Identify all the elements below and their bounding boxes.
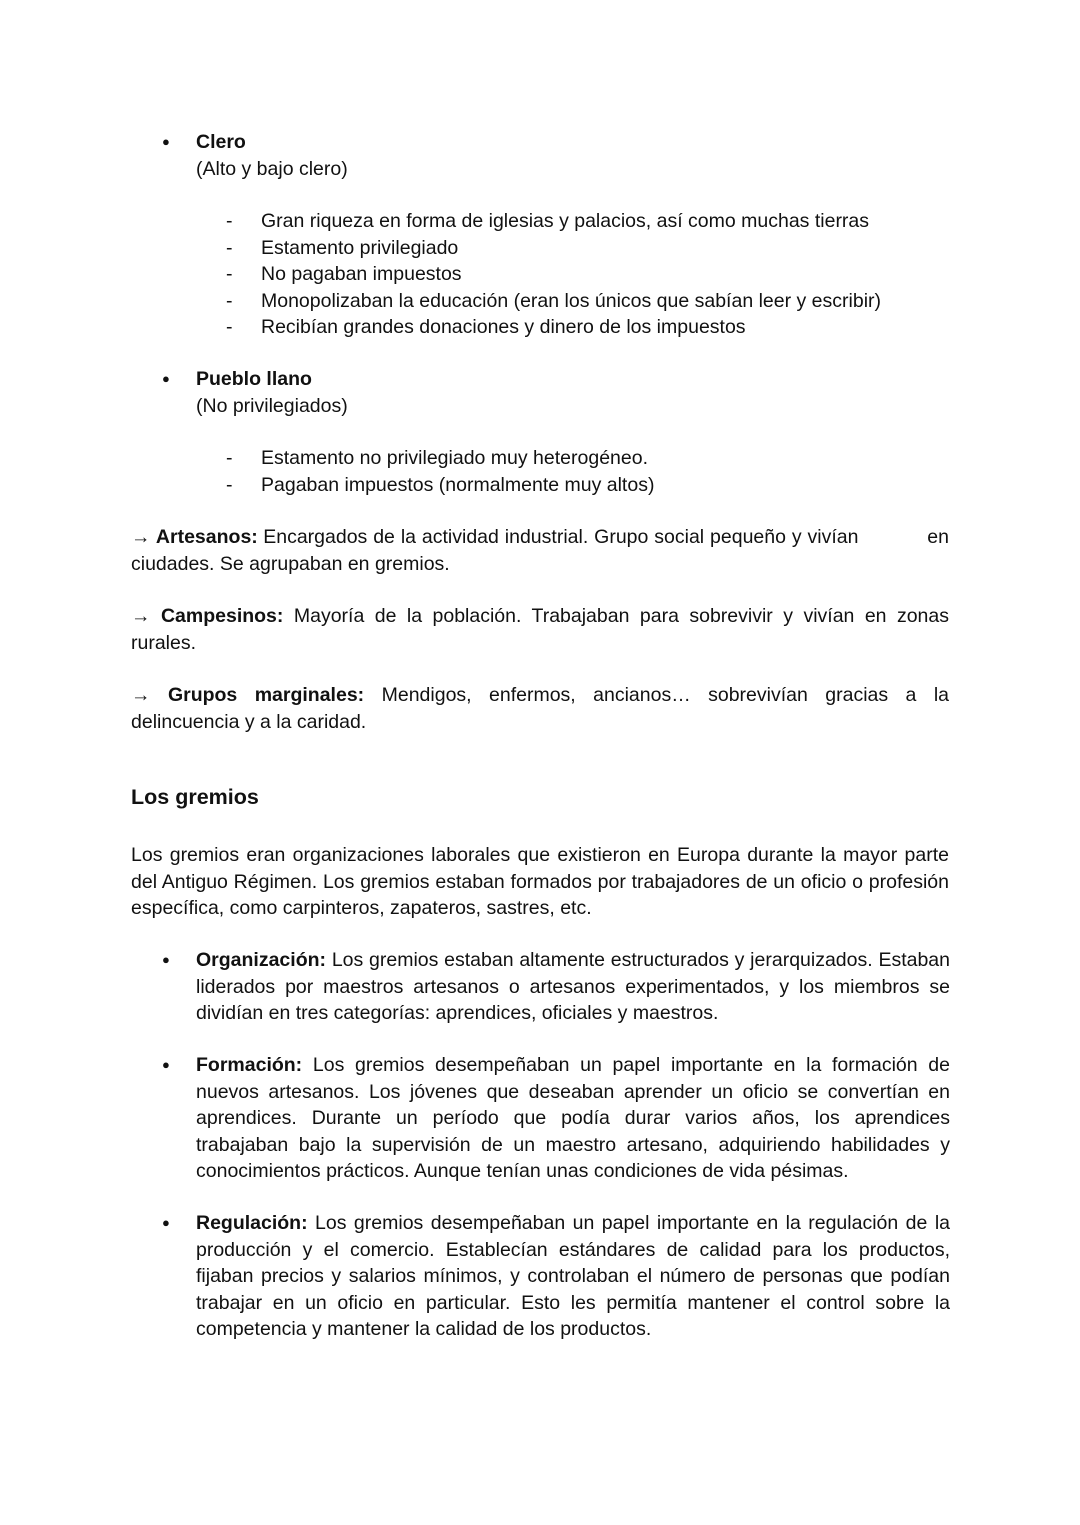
list-item: - Gran riqueza en forma de iglesias y palacios, así como muchas tierras xyxy=(224,208,944,235)
clero-list xyxy=(224,208,944,341)
grupo-label: Campesinos: xyxy=(160,605,284,627)
dash-icon: - xyxy=(226,473,233,496)
bullet-icon: ● xyxy=(162,371,170,386)
dash-icon: - xyxy=(226,447,233,469)
gremios-point-regulacion xyxy=(162,1210,952,1345)
grupo-text: Encargados de la actividad industrial. Grupo social pequeño y vivían xyxy=(263,526,859,548)
list-item: - Estamento privilegiado xyxy=(224,235,944,262)
gremios-point-formacion xyxy=(162,1052,952,1187)
grupo-artesanos xyxy=(131,524,949,577)
point-label: Organización: xyxy=(196,949,327,971)
arrow-icon: → xyxy=(131,684,151,706)
pueblo-llano-title: Pueblo llano xyxy=(196,368,312,390)
dash-icon: - xyxy=(226,289,233,312)
clero-title: Clero xyxy=(196,131,246,153)
bullet-icon: ● xyxy=(162,1057,170,1072)
list-item: - Recibían grandes donaciones y dinero de los impuestos xyxy=(224,314,944,341)
list-item: - No pagaban impuestos xyxy=(224,261,944,288)
gremios-point-organizacion xyxy=(162,947,952,1027)
list-item: - Monopolizaban la educación (eran los únicos que sabían leer y escribir) xyxy=(224,288,944,315)
grupo-label: Grupos marginales: xyxy=(167,684,365,706)
gremios-intro: Los gremios eran organizaciones laborales que existieron en Europa durante la mayor parte del Antiguo Régimen. Los gremios estaban formados por trabajadores de un oficio o profesión específica, como carpinteros, zapateros, sastres, etc. xyxy=(131,844,949,919)
grupo-text: Mendigos, enfermos, ancianos… sobrevivían gracias a la xyxy=(381,684,950,706)
bullet-icon: ● xyxy=(162,1215,170,1230)
grupo-marginales xyxy=(131,682,949,735)
dash-icon: - xyxy=(226,210,233,232)
point-label: Formación: xyxy=(196,1054,303,1076)
list-item: - Estamento no privilegiado muy heterogéneo. xyxy=(224,445,944,472)
grupo-text-cont: rurales. xyxy=(131,631,197,654)
grupo-text-cont: delincuencia y a la caridad. xyxy=(131,710,367,733)
grupo-text-cont: ciudades. Se agrupaban en gremios. xyxy=(131,552,450,575)
dash-icon: - xyxy=(226,236,233,259)
point-text: Los gremios desempeñaban un papel importante en la formación de nuevos artesanos. Los jóvenes que deseaban aprender un oficio se convertían en aprendices. Durante un período que podía durar varios años, los aprendices trabajaban bajo la supervisión de un maestro artesano, adquiriendo habilidades y conocimientos prácticos. Aunque tenían unas condiciones de vida pésimas. xyxy=(196,1054,950,1182)
point-text: Los gremios estaban altamente estructurados y jerarquizados. Estaban liderados por maestros artesanos o artesanos experimentados, y los miembros se dividían en tres categorías: aprendices, oficiales y maestros. xyxy=(196,949,950,1024)
pueblo-llano-list xyxy=(224,445,944,498)
arrow-icon: → xyxy=(131,526,151,548)
bullet-icon: ● xyxy=(162,952,170,967)
section-heading: Los gremios xyxy=(131,785,259,809)
grupo-label: Artesanos: xyxy=(155,526,258,548)
arrow-icon: → xyxy=(131,605,151,627)
clero-subtitle: (Alto y bajo clero) xyxy=(196,157,348,180)
bullet-icon: ● xyxy=(162,134,170,149)
pueblo-llano-subtitle: (No privilegiados) xyxy=(196,394,348,417)
dash-icon: - xyxy=(226,316,233,338)
grupo-text: Mayoría de la población. Trabajaban para sobrevivir y vivían en zonas xyxy=(293,605,950,627)
point-label: Regulación: xyxy=(196,1212,308,1234)
dash-icon: - xyxy=(226,263,233,285)
point-text: Los gremios desempeñaban un papel importante en la regulación de la producción y el comercio. Establecían estándares de calidad para los productos, fijaban precios y salarios mínimos, y controlaban el número de personas que podían trabajar en un oficio en particular. Esto les permitía mantener el control sobre la competencia y mantener la calidad de los productos. xyxy=(196,1212,950,1340)
list-item: - Pagaban impuestos (normalmente muy altos) xyxy=(224,472,944,499)
grupo-campesinos xyxy=(131,603,949,656)
grupo-text-end: en xyxy=(927,526,949,548)
